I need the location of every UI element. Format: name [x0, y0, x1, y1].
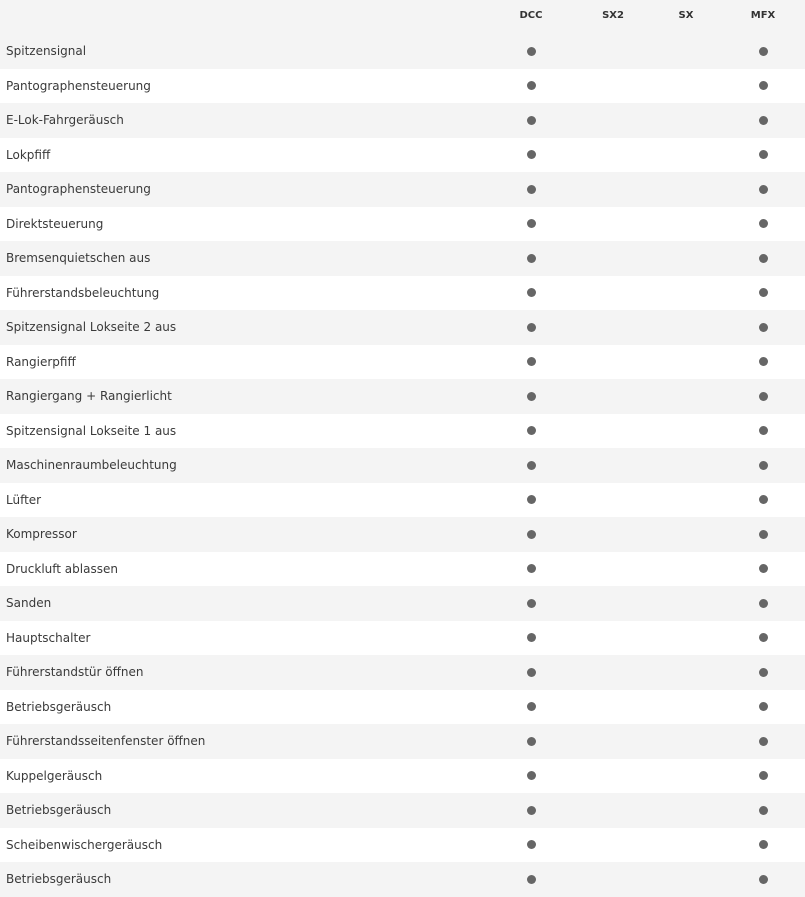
- function-label: Pantographensteuerung: [6, 78, 151, 93]
- support-dot-mfx: [759, 185, 768, 194]
- support-dot-dcc: [527, 288, 536, 297]
- support-dot-mfx: [759, 840, 768, 849]
- table-row: [0, 655, 805, 690]
- function-label: Betriebsgeräusch: [6, 872, 112, 886]
- table-row: [0, 69, 805, 104]
- support-dot-mfx: [759, 668, 768, 677]
- support-dot-dcc: [527, 737, 536, 746]
- table-row: [0, 483, 805, 518]
- table-row: [0, 207, 805, 242]
- support-dot-mfx: [759, 219, 768, 228]
- table-row: [0, 793, 805, 828]
- support-dot-dcc: [527, 185, 536, 194]
- table-row: [0, 621, 805, 656]
- support-dot-dcc: [527, 564, 536, 573]
- support-dot-mfx: [759, 737, 768, 746]
- function-label: Lokpfiff: [6, 147, 51, 162]
- table-row: [0, 379, 805, 414]
- table-row: [0, 586, 805, 621]
- table-row: [0, 690, 805, 725]
- support-dot-dcc: [527, 47, 536, 56]
- support-dot-mfx: [759, 357, 768, 366]
- table-row: [0, 345, 805, 380]
- table-row: [0, 414, 805, 449]
- support-dot-dcc: [527, 668, 536, 677]
- support-dot-mfx: [759, 47, 768, 56]
- support-dot-mfx: [759, 530, 768, 539]
- table-row: [0, 759, 805, 794]
- table-row: [0, 828, 805, 863]
- support-dot-mfx: [759, 564, 768, 573]
- function-label: Spitzensignal Lokseite 2 aus: [6, 320, 177, 334]
- support-dot-mfx: [759, 392, 768, 401]
- column-header-dcc: DCC: [519, 10, 543, 21]
- column-header-sx: SX: [678, 10, 694, 21]
- support-dot-mfx: [759, 116, 768, 125]
- support-dot-dcc: [527, 840, 536, 849]
- function-label: Kompressor: [6, 527, 77, 541]
- support-dot-mfx: [759, 426, 768, 435]
- support-dot-dcc: [527, 426, 536, 435]
- table-row: [0, 862, 805, 897]
- function-label: Betriebsgeräusch: [6, 699, 112, 714]
- function-label: Betriebsgeräusch: [6, 803, 112, 817]
- table-row: [0, 552, 805, 587]
- function-label: Druckluft ablassen: [6, 561, 118, 576]
- function-label: Führerstandstür öffnen: [6, 665, 144, 679]
- table-row: [0, 310, 805, 345]
- support-dot-dcc: [527, 150, 536, 159]
- function-label: Scheibenwischergeräusch: [6, 837, 163, 852]
- support-dot-dcc: [527, 116, 536, 125]
- function-label: Spitzensignal Lokseite 1 aus: [6, 423, 177, 438]
- function-label: Rangiergang + Rangierlicht: [6, 389, 172, 403]
- support-dot-mfx: [759, 254, 768, 263]
- table-row: [0, 138, 805, 173]
- table-row: [0, 172, 805, 207]
- function-label: Bremsenquietschen aus: [6, 251, 151, 265]
- support-dot-dcc: [527, 219, 536, 228]
- support-dot-mfx: [759, 288, 768, 297]
- support-dot-dcc: [527, 633, 536, 642]
- column-header-mfx: MFX: [750, 10, 776, 21]
- function-label: Führerstandsseitenfenster öffnen: [6, 734, 206, 748]
- support-dot-mfx: [759, 875, 768, 884]
- support-dot-dcc: [527, 357, 536, 366]
- support-dot-dcc: [527, 81, 536, 90]
- table-header-row: [0, 0, 805, 34]
- support-dot-mfx: [759, 81, 768, 90]
- support-dot-dcc: [527, 495, 536, 504]
- table-row: [0, 724, 805, 759]
- support-dot-mfx: [759, 806, 768, 815]
- table-row: [0, 103, 805, 138]
- function-label: E-Lok-Fahrgeräusch: [6, 113, 124, 127]
- function-label: Führerstandsbeleuchtung: [6, 285, 160, 300]
- table-body: [0, 34, 805, 897]
- table-row: [0, 517, 805, 552]
- function-label: Kuppelgeräusch: [6, 768, 103, 783]
- function-label: Lüfter: [6, 492, 42, 507]
- support-dot-dcc: [527, 875, 536, 884]
- support-dot-dcc: [527, 599, 536, 608]
- function-label: Spitzensignal: [6, 44, 87, 58]
- support-dot-dcc: [527, 771, 536, 780]
- support-dot-dcc: [527, 461, 536, 470]
- function-label: Hauptschalter: [6, 630, 91, 645]
- support-dot-dcc: [527, 530, 536, 539]
- support-dot-mfx: [759, 599, 768, 608]
- function-label: Direktsteuerung: [6, 216, 104, 231]
- function-label: Sanden: [6, 596, 52, 610]
- function-label: Pantographensteuerung: [6, 182, 151, 196]
- support-dot-dcc: [527, 806, 536, 815]
- table-row: [0, 241, 805, 276]
- column-header-sx2: SX2: [602, 10, 624, 21]
- support-dot-mfx: [759, 633, 768, 642]
- table-row: [0, 276, 805, 311]
- support-dot-dcc: [527, 254, 536, 263]
- support-dot-mfx: [759, 150, 768, 159]
- table-row: [0, 448, 805, 483]
- support-dot-mfx: [759, 323, 768, 332]
- support-dot-mfx: [759, 702, 768, 711]
- table-row: [0, 34, 805, 69]
- support-dot-mfx: [759, 461, 768, 470]
- support-dot-dcc: [527, 392, 536, 401]
- support-dot-mfx: [759, 495, 768, 504]
- support-dot-dcc: [527, 702, 536, 711]
- function-label: Maschinenraumbeleuchtung: [6, 458, 177, 472]
- support-dot-dcc: [527, 323, 536, 332]
- function-label: Rangierpfiff: [6, 354, 76, 369]
- support-dot-mfx: [759, 771, 768, 780]
